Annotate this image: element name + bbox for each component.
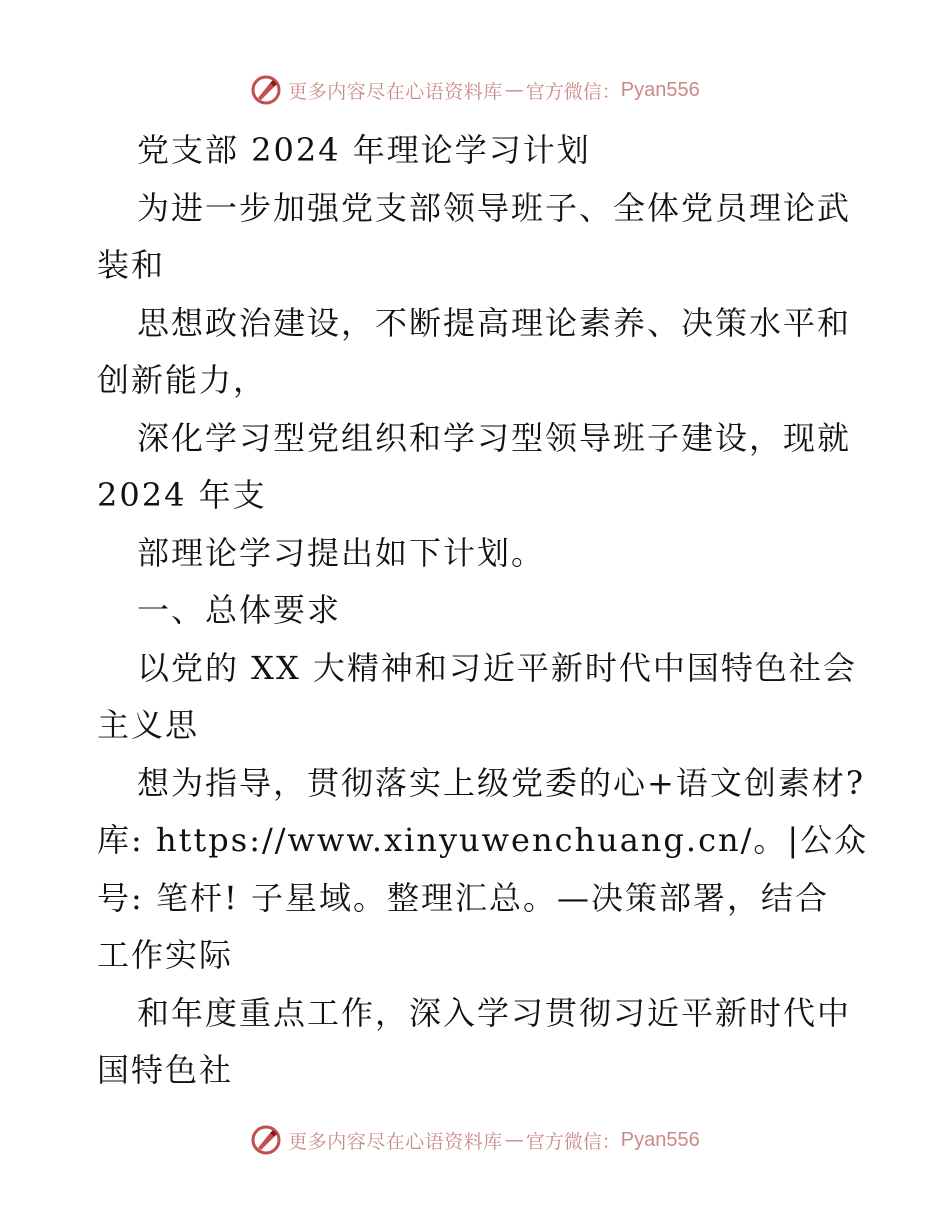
- paragraph-line: 部理论学习提出如下计划。: [137, 533, 546, 572]
- footer-banner: [0, 1120, 950, 1160]
- paragraph-line: 主义思: [97, 706, 200, 744]
- paragraph-line: 想为指导，贯彻落实上级党委的心+语文创素材?: [137, 763, 865, 802]
- paragraph-line: 以党的 XX 大精神和习近平新时代中国特色社会: [137, 648, 857, 687]
- paragraph-line: 和年度重点工作，深入学习贯彻习近平新时代中: [137, 993, 852, 1032]
- footer-wechat-label: 官方微信：: [525, 1130, 621, 1153]
- footer-dash: —: [504, 1129, 524, 1151]
- footer-wechat-id: Pyan556: [620, 1128, 700, 1151]
- header-wechat-id: Pyan556: [620, 78, 700, 101]
- pen-logo-icon: [250, 1124, 282, 1156]
- paragraph-line: 深化学习型党组织和学习型领导班子建设，现就: [137, 418, 852, 457]
- header-wechat-label: 官方微信：: [525, 80, 621, 103]
- document-title: 党支部 2024 年理论学习计划: [137, 131, 591, 169]
- pen-logo-icon: [250, 74, 282, 106]
- header-banner: [0, 70, 950, 110]
- paragraph-line: 国特色社: [97, 1051, 234, 1089]
- paragraph-line: 为进一步加强党支部领导班子、全体党员理论武: [137, 188, 852, 227]
- paragraph-line: 装和: [97, 246, 166, 284]
- paragraph-line: 创新能力，: [97, 361, 268, 399]
- paragraph-line: 2024 年支: [97, 476, 267, 514]
- header-dash: —: [504, 79, 524, 101]
- paragraph-line: 工作实际: [97, 936, 234, 974]
- section-heading: 一、总体要求: [137, 591, 342, 629]
- paragraph-line: 库: https://www.xinyuwenchuang.cn/。|公众: [97, 821, 869, 859]
- paragraph-line: 思想政治建设，不断提高理论素养、决策水平和: [137, 303, 852, 342]
- document-body: [97, 122, 869, 1100]
- paragraph-line: 号: 笔杆! 子星域。整理汇总。—决策部署，结合: [97, 878, 829, 917]
- header-text: 更多内容尽在心语资料库: [288, 80, 503, 103]
- footer-text: 更多内容尽在心语资料库: [288, 1130, 503, 1153]
